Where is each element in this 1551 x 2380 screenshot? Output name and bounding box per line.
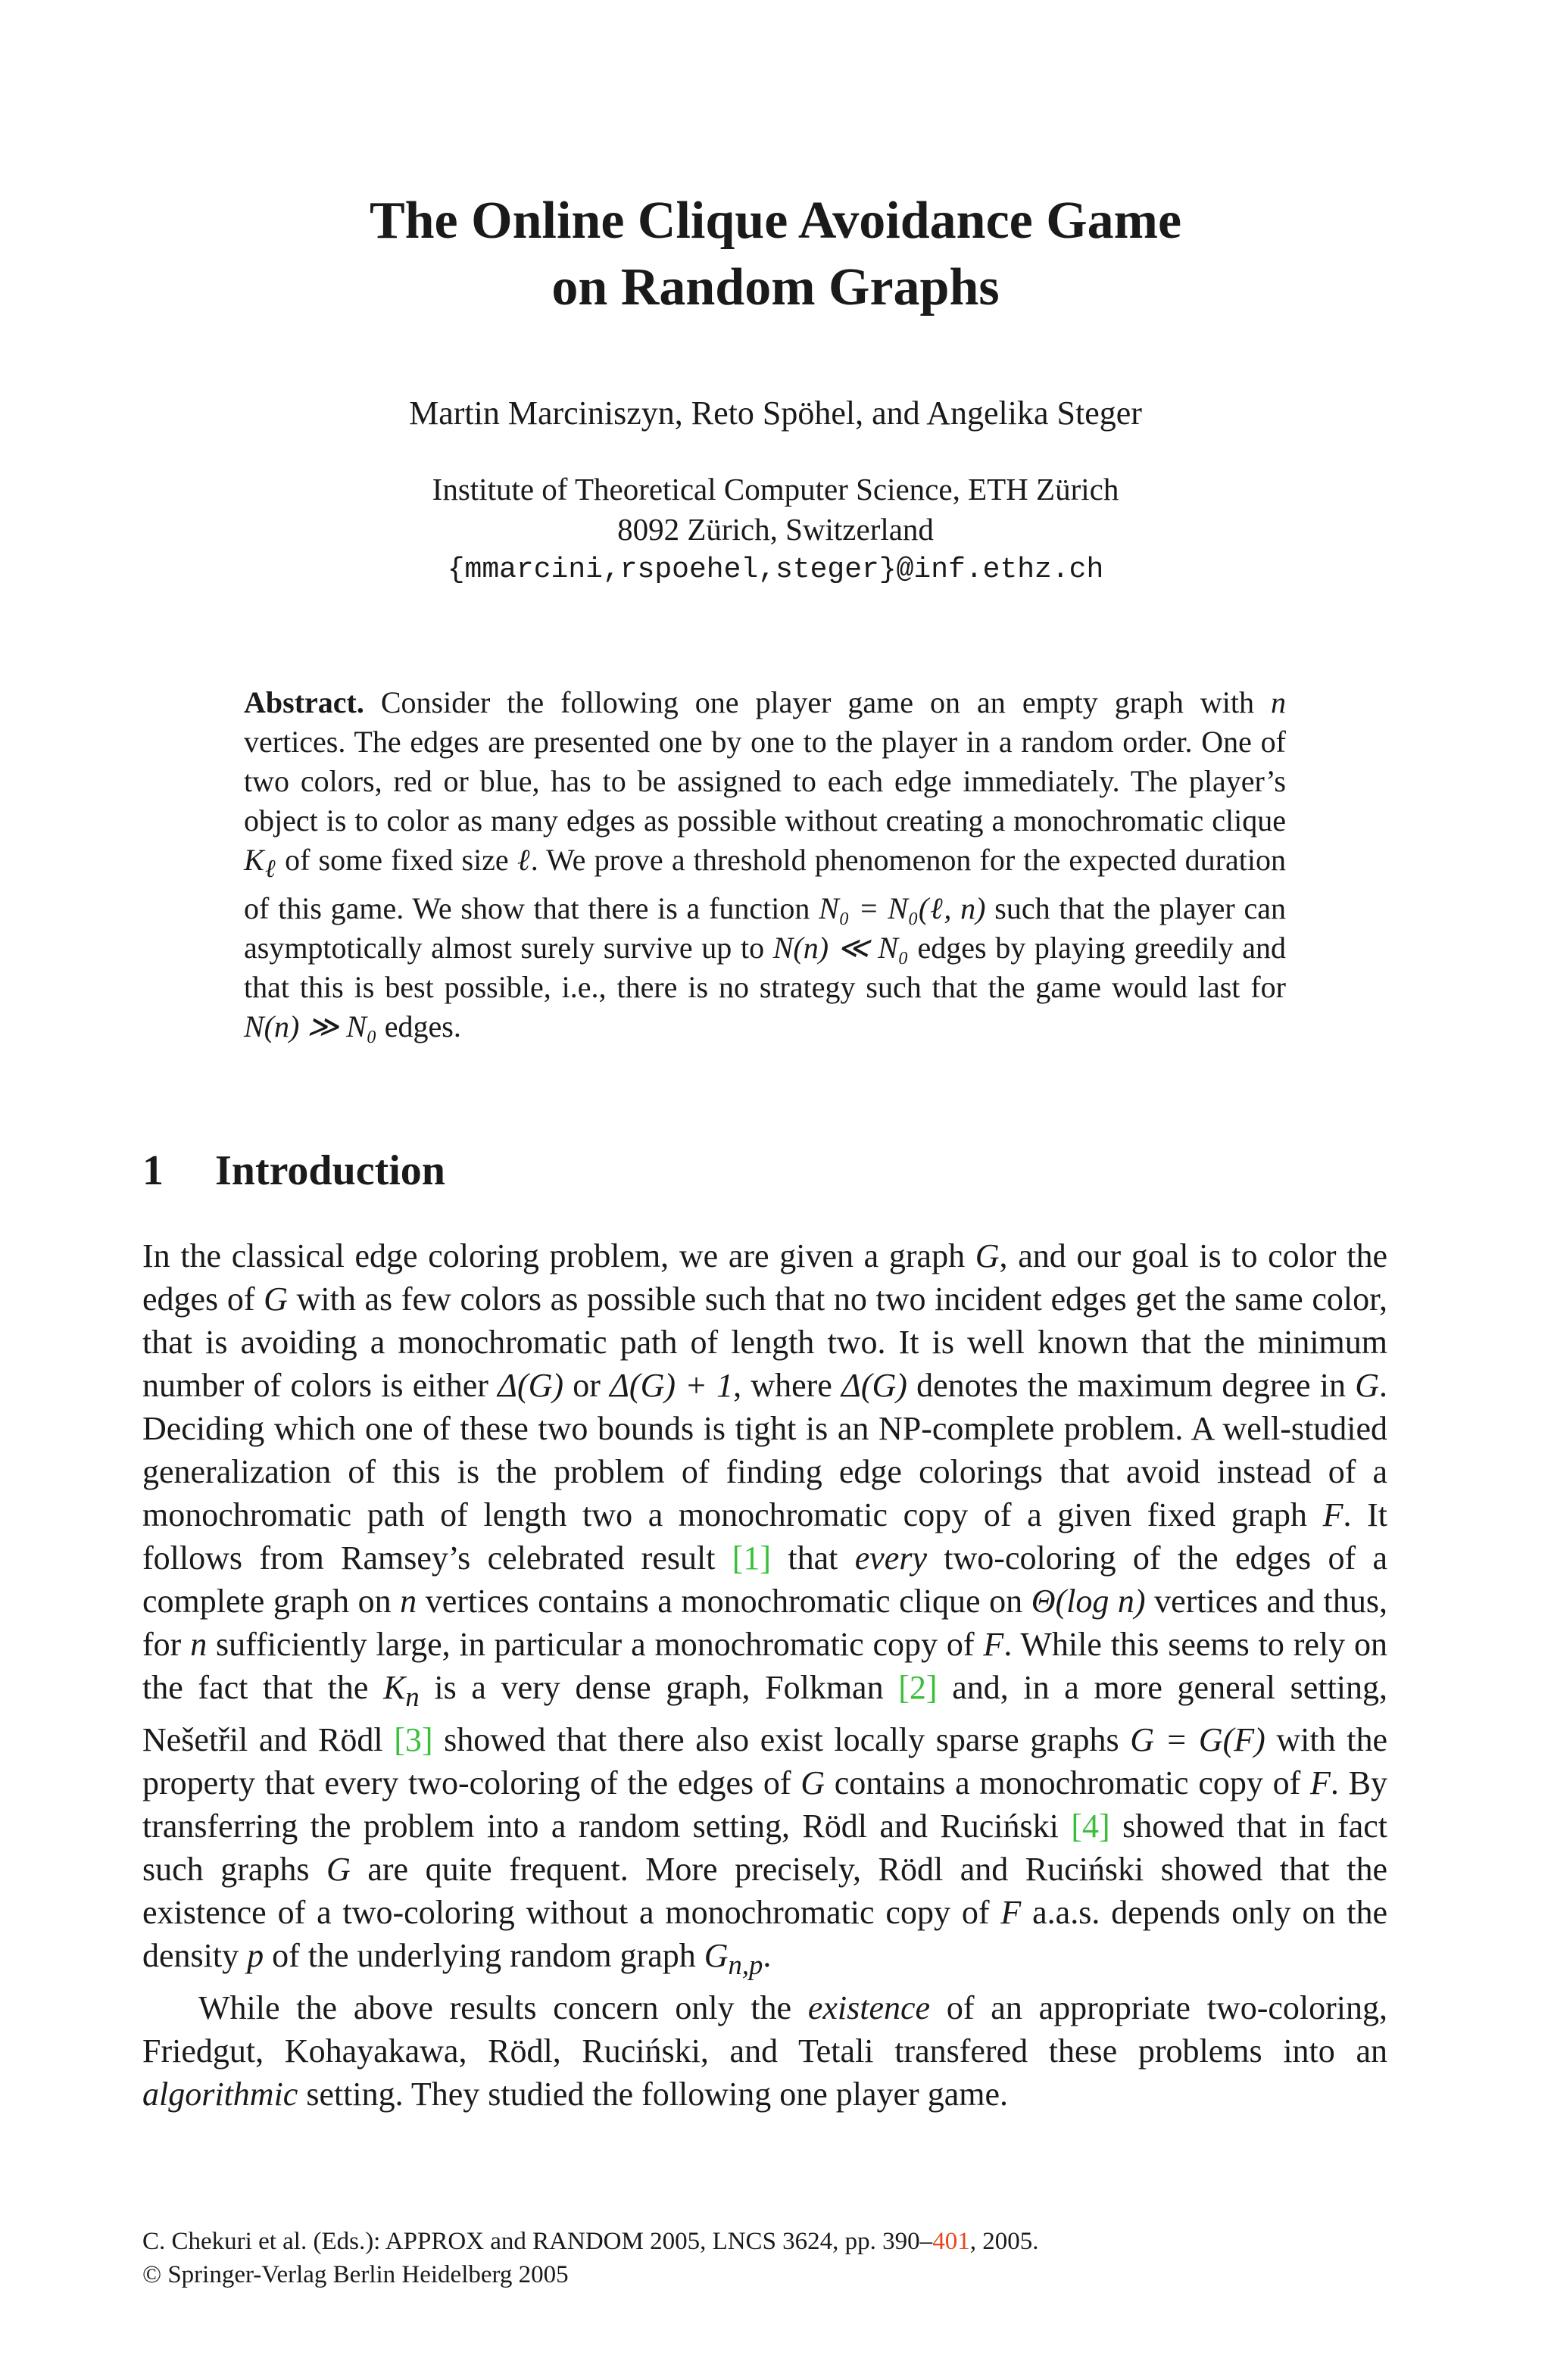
footer-citation bbox=[142, 2225, 1038, 2258]
text-run: setting. They studied the following one player game. bbox=[298, 2075, 1008, 2113]
footer bbox=[142, 2225, 1038, 2291]
text-run: and, in a more general setting, Nešetřil and Rödl bbox=[142, 1669, 1388, 1758]
math: F bbox=[1322, 1496, 1343, 1533]
abstract-math: n bbox=[1271, 685, 1286, 719]
paragraph-2 bbox=[142, 1986, 1387, 2116]
abstract-math: K bbox=[244, 843, 264, 877]
text-run: showed that there also exist locally sparse graphs bbox=[432, 1720, 1131, 1758]
abstract-text: edges. bbox=[376, 1009, 461, 1043]
text-run: , where bbox=[733, 1367, 842, 1404]
math: G bbox=[326, 1850, 351, 1888]
math: G bbox=[704, 1936, 729, 1974]
math: n bbox=[190, 1626, 208, 1663]
math: n bbox=[400, 1583, 417, 1620]
abstract-math: N₀ = N₀(ℓ, n) bbox=[819, 891, 986, 925]
math: p bbox=[247, 1936, 264, 1974]
text-run: showed that in fact such graphs bbox=[142, 1807, 1387, 1888]
text-run: vertices contains a monochromatic clique on bbox=[417, 1583, 1031, 1620]
text-run: In the classical edge coloring problem, we are given a graph bbox=[142, 1237, 975, 1274]
text-run: . It follows from Ramsey’s celebrated result bbox=[142, 1496, 1387, 1577]
section-heading bbox=[142, 1142, 445, 1199]
text-run: with the property that every two-coloring of the edges of bbox=[142, 1720, 1387, 1801]
affiliation bbox=[0, 469, 1551, 590]
abstract-text: vertices. The edges are presented one by one to the player in a random order. One of two colors, red or blue, has to be assigned to each edge immediately. The player’s object is to color as many edges as possible without creating a monochromatic clique bbox=[244, 725, 1286, 838]
math: Θ(log n) bbox=[1031, 1583, 1146, 1620]
math: F bbox=[1310, 1764, 1331, 1801]
abstract-text: Consider the following one player game on an empty graph with bbox=[364, 685, 1271, 719]
affiliation-line-2: 8092 Zürich, Switzerland bbox=[617, 512, 934, 547]
citation-link[interactable]: [3] bbox=[394, 1720, 433, 1758]
text-run: of the underlying random graph bbox=[264, 1936, 704, 1974]
citation-link[interactable]: [4] bbox=[1071, 1807, 1110, 1845]
paper-title bbox=[0, 188, 1551, 321]
math: F bbox=[983, 1626, 1004, 1663]
math-subscript: n bbox=[405, 1680, 420, 1712]
math: G bbox=[1355, 1367, 1379, 1404]
abstract-label: Abstract. bbox=[244, 685, 364, 719]
body-text bbox=[142, 1234, 1387, 2116]
text-run: , and our goal is to color the edges of bbox=[142, 1237, 1387, 1318]
text-run: . By transferring the problem into a random setting, Rödl and Ruciński bbox=[142, 1764, 1387, 1845]
math: G bbox=[975, 1237, 1000, 1274]
text-run: denotes the maximum degree in bbox=[907, 1367, 1356, 1404]
math: Δ(G) + 1 bbox=[610, 1367, 734, 1404]
text-run: two-coloring of the edges of a complete graph on bbox=[142, 1539, 1387, 1620]
abstract-text: of some fixed size bbox=[276, 843, 517, 877]
text-run: is a very dense graph, Folkman bbox=[419, 1669, 899, 1706]
footer-copyright: © Springer-Verlag Berlin Heidelberg 2005 bbox=[142, 2261, 569, 2288]
citation-link[interactable]: [1] bbox=[732, 1539, 772, 1577]
text-run: are quite frequent. More precisely, Rödl and Ruciński showed that the existence of a two-coloring without a monochromatic copy of bbox=[142, 1850, 1387, 1931]
section-title: Introduction bbox=[215, 1147, 445, 1194]
text-run: or bbox=[563, 1367, 610, 1404]
title-line-1: The Online Clique Avoidance Game bbox=[369, 192, 1182, 250]
emphasis: existence bbox=[807, 1989, 931, 2026]
math: K bbox=[383, 1669, 406, 1706]
abstract-math: N(n) ≪ N₀ bbox=[772, 931, 909, 965]
page-link[interactable]: 401 bbox=[932, 2228, 970, 2255]
text-run: contains a monochromatic copy of bbox=[825, 1764, 1310, 1801]
abstract-math: ℓ bbox=[516, 843, 531, 877]
abstract-math: ℓ bbox=[264, 855, 276, 883]
section-number: 1 bbox=[142, 1147, 164, 1194]
text-run: vertices and thus, for bbox=[142, 1583, 1387, 1663]
abstract-math: N(n) ≫ N₀ bbox=[244, 1009, 377, 1043]
abstract-text: . We prove a threshold phenomenon for the expected duration of this game. We show that there is a function bbox=[244, 843, 1286, 925]
math: G = G(F) bbox=[1130, 1720, 1265, 1758]
emphasis: every bbox=[854, 1539, 927, 1577]
emphasis: algorithmic bbox=[142, 2075, 298, 2113]
footer-text: C. Chekuri et al. (Eds.): APPROX and RANDOM 2005, LNCS 3624, pp. 390– bbox=[142, 2228, 933, 2255]
math: G bbox=[264, 1280, 288, 1318]
text-run: that bbox=[771, 1539, 855, 1577]
math: Δ(G) bbox=[841, 1367, 907, 1404]
math: G bbox=[800, 1764, 825, 1801]
affiliation-line-1: Institute of Theoretical Computer Science, ETH Zürich bbox=[432, 472, 1119, 507]
abstract bbox=[244, 683, 1286, 1047]
math-subscript: n,p bbox=[728, 1948, 763, 1980]
text-run: . Deciding which one of these two bounds is tight is an NP-complete problem. A well-studied generalization of this is the problem of finding edge colorings that avoid instead of a monochromatic path of length two a monochromatic copy of a given fixed graph bbox=[142, 1367, 1387, 1533]
text-run: . bbox=[763, 1936, 772, 1974]
affiliation-email: {mmarcini,rspoehel,steger}@inf.ethz.ch bbox=[447, 554, 1104, 586]
paragraph-1 bbox=[142, 1234, 1387, 1986]
text-run: with as few colors as possible such that no two incident edges get the same color, that is avoiding a monochromatic path of length two. It is well known that the minimum number of colors is either bbox=[142, 1280, 1387, 1404]
citation-link[interactable]: [2] bbox=[898, 1669, 938, 1706]
abstract-text: edges by playing greedily and that this is best possible, i.e., there is no strategy such that the game would last for bbox=[244, 931, 1286, 1004]
math: Δ(G) bbox=[498, 1367, 564, 1404]
text-run: While the above results concern only the bbox=[198, 1989, 808, 2026]
title-line-2: on Random Graphs bbox=[551, 258, 1000, 317]
authors: Martin Marciniszyn, Reto Spöhel, and Angelika Steger bbox=[409, 395, 1142, 432]
abstract-text: such that the player can asymptotically almost surely survive up to bbox=[244, 891, 1286, 965]
text-run: . While this seems to rely on the fact that the bbox=[142, 1626, 1387, 1706]
math: F bbox=[1000, 1893, 1022, 1931]
text-run: a.a.s. depends only on the density bbox=[142, 1893, 1388, 1974]
footer-text: , 2005. bbox=[969, 2228, 1039, 2255]
text-run: sufficiently large, in particular a monochromatic copy of bbox=[207, 1626, 984, 1663]
text-run: of an appropriate two-coloring, Friedgut, Kohayakawa, Rödl, Ruciński, and Tetali transfered these problems into an bbox=[142, 1989, 1387, 2070]
